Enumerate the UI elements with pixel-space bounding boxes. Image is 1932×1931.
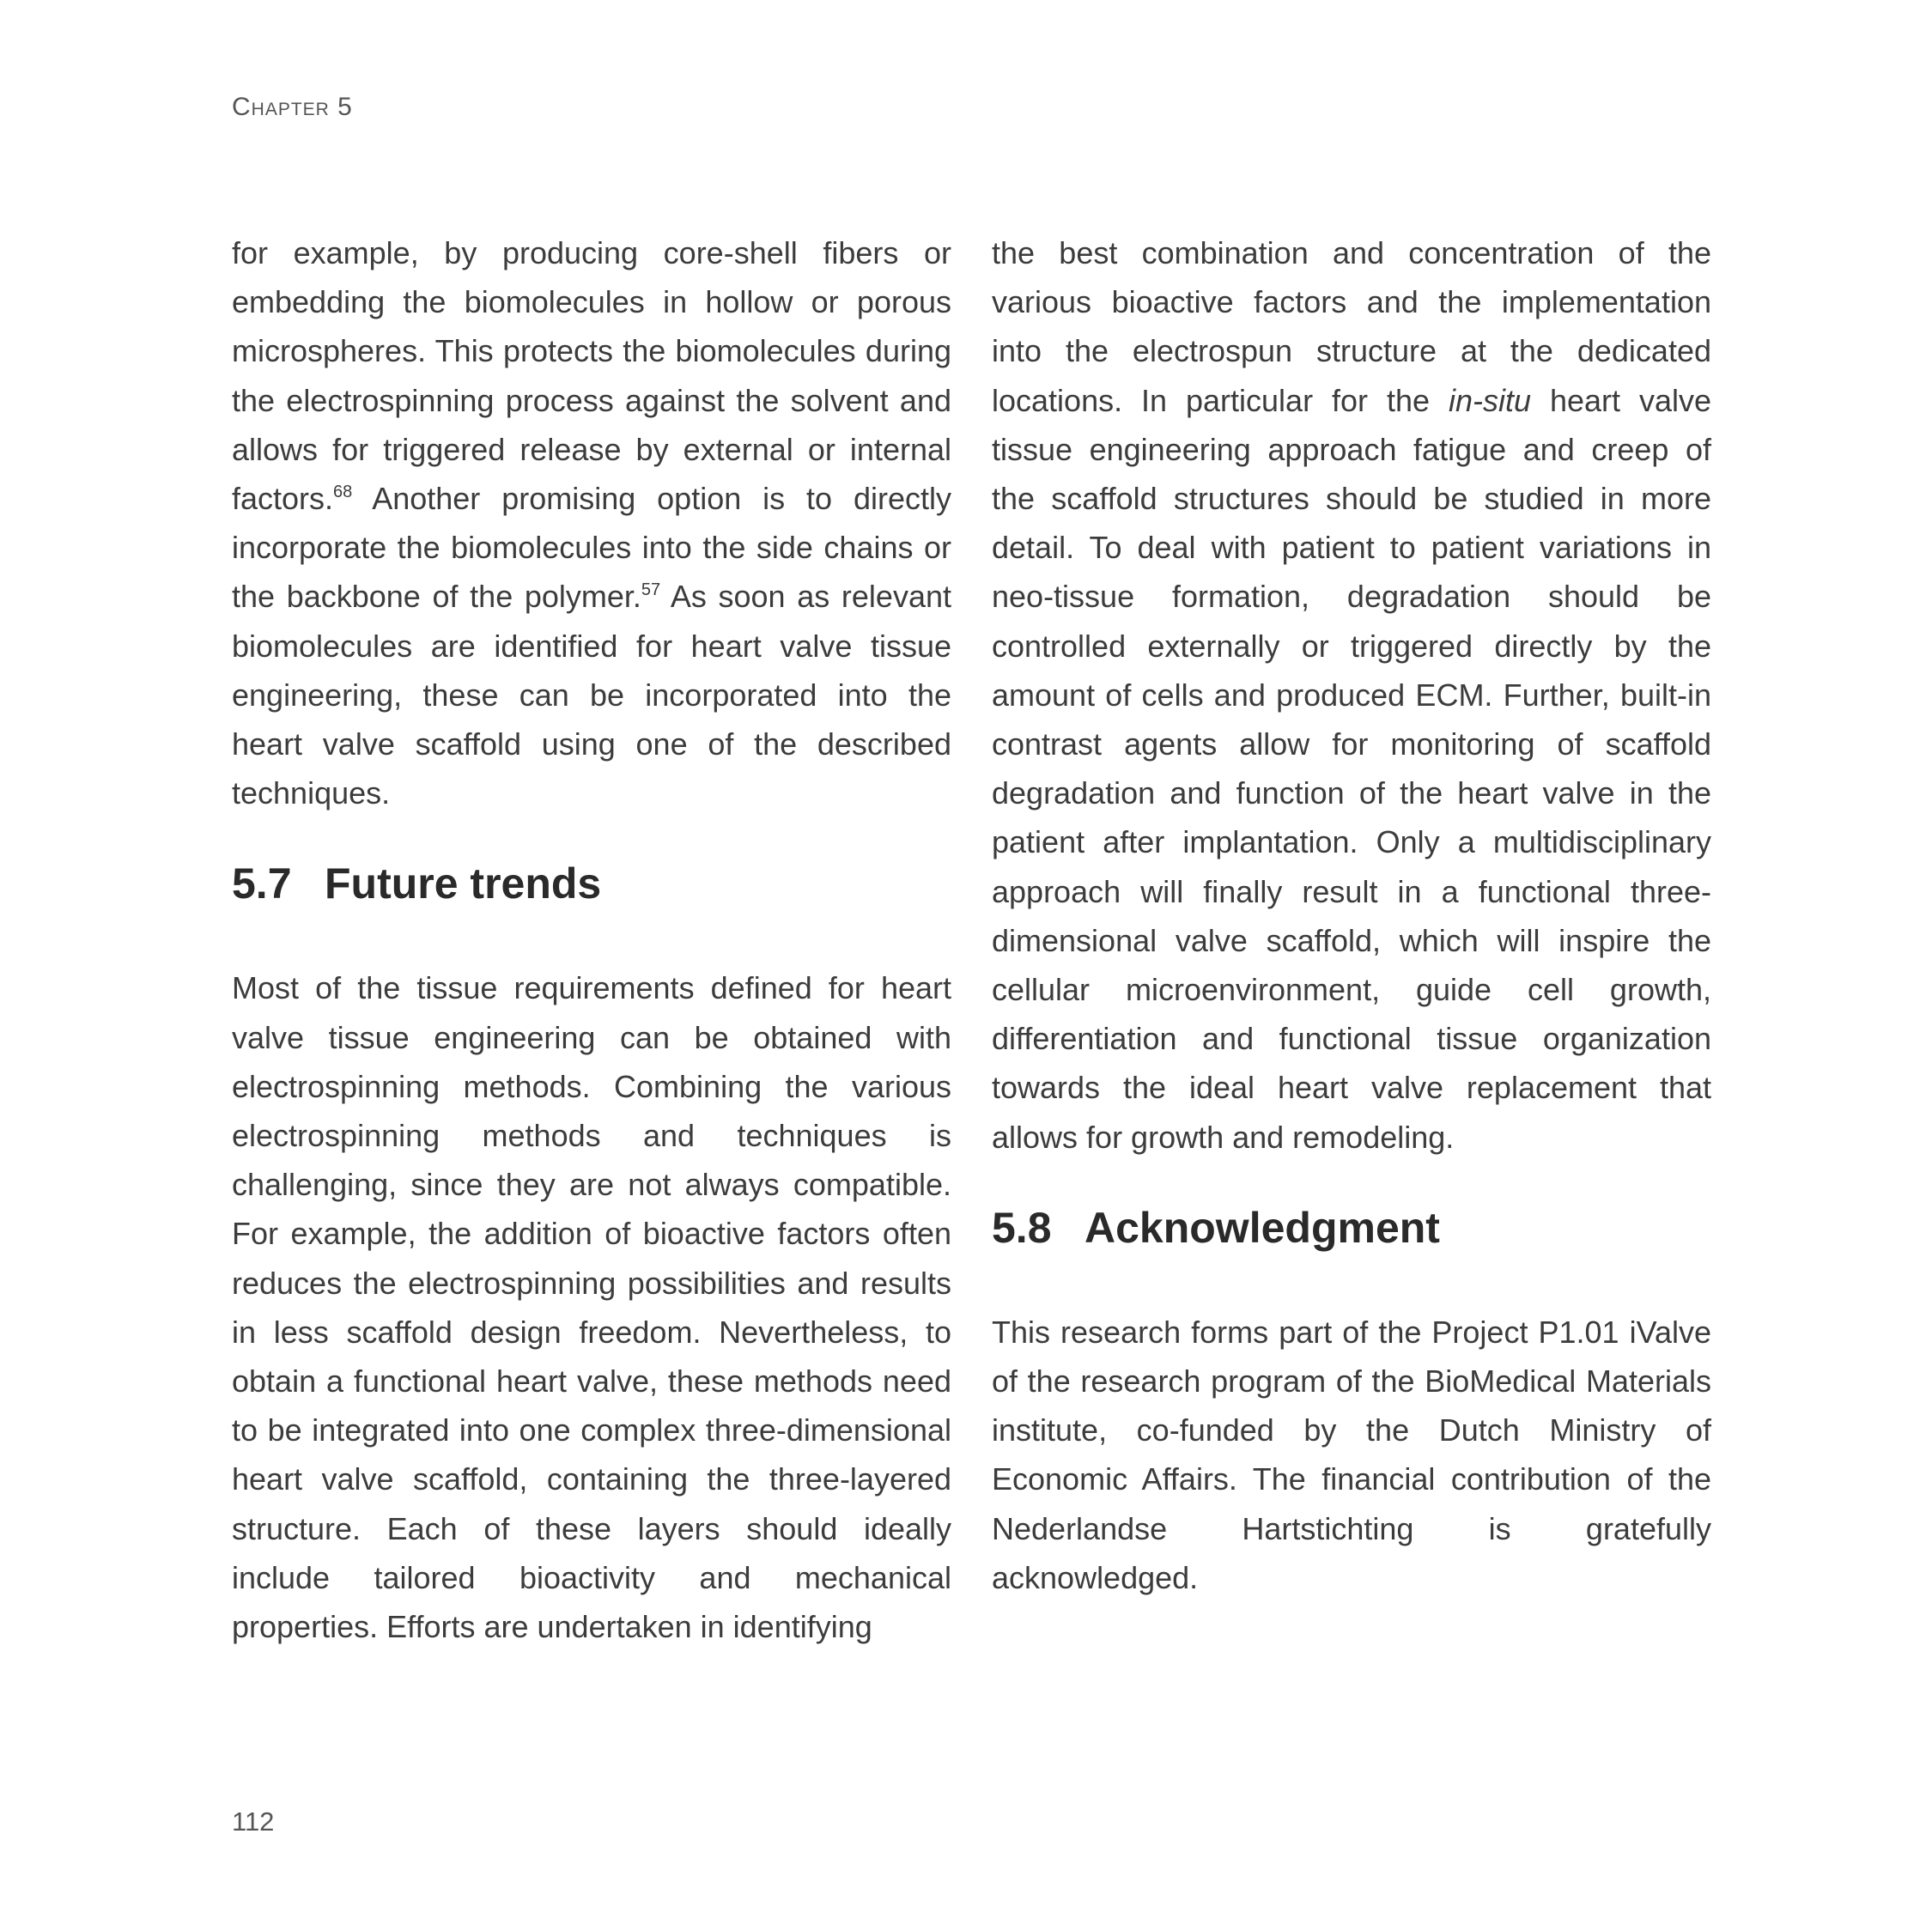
running-head: Chapter 5 — [232, 93, 353, 121]
paragraph-text: for example, by producing core-shell fibers or embedding the biomolecules in hollow or porous microspheres. This protects the biomolecules during the electrospinning process against the solvent and allows for triggered release by external or internal factors. — [232, 235, 951, 517]
page-number: 112 — [232, 1807, 275, 1837]
reference-marker: 68 — [333, 483, 353, 502]
section-heading-acknowledgment — [992, 1202, 1711, 1254]
paragraph-future-trends-continued — [992, 228, 1711, 1162]
section-title: Future trends — [325, 859, 602, 908]
left-column — [232, 228, 951, 1651]
right-column — [992, 228, 1711, 1602]
section-number: 5.8 — [992, 1203, 1052, 1252]
section-title: Acknowledgment — [1084, 1203, 1440, 1252]
paragraph-biomolecule-incorporation — [232, 228, 951, 817]
reference-marker: 57 — [641, 580, 661, 600]
italic-term: in-situ — [1448, 382, 1531, 418]
paragraph-text: Another promising option is to directly incorporate the biomolecules into the side chains or the backbone of the polymer. — [232, 481, 951, 615]
paragraph-future-trends: Most of the tissue requirements defined for heart valve tissue engineering can be obtained with electrospinning methods. Combining the various electrospinning methods and techniques is challenging, since they are not always compatible. For example, the addition of bioactive factors often reduces the electrospinning possibilities and results in less scaffold design freedom. Nevertheless, to obtain a functional heart valve, these methods need to be integrated into one complex three-dimensional heart valve scaffold, containing the three-layered structure. Each of these layers should ideally include tailored bioactivity and mechanical properties. Efforts are undertaken in identifying — [232, 970, 951, 1645]
paragraph-text: the best combination and concentration of the various bioactive factors and the implementation into the electrospun structure at the dedicated locations. In particular for the — [992, 235, 1711, 418]
section-number: 5.7 — [232, 859, 292, 908]
paragraph-text: heart valve tissue engineering approach fatigue and creep of the scaffold structures should be studied in more detail. To deal with patient to patient variations in neo-tissue formation, degradation should be controlled externally or triggered directly by the amount of cells and produced ECM. Further, built-in contrast agents allow for monitoring of scaffold degradation and function of the heart valve in the patient after implantation. Only a multidisciplinary approach will finally result in a functional three-dimensional valve scaffold, which will inspire the cellular microenvironment, guide cell growth, differentiation and functional tissue organization towards the ideal heart valve replacement that allows for growth and remodeling. — [992, 382, 1711, 1155]
paragraph-text: As soon as relevant biomolecules are identified for heart valve tissue engineering, these can be incorporated into the heart valve scaffold using one of the described techniques. — [232, 579, 951, 811]
paragraph-acknowledgment: This research forms part of the Project P1.01 iValve of the research program of the BioMedical Materials institute, co-funded by the Dutch Ministry of Economic Affairs. The financial contribution of the Nederlandse Hartstichting is gratefully acknowledged. — [992, 1314, 1711, 1595]
section-heading-future-trends — [232, 858, 951, 909]
